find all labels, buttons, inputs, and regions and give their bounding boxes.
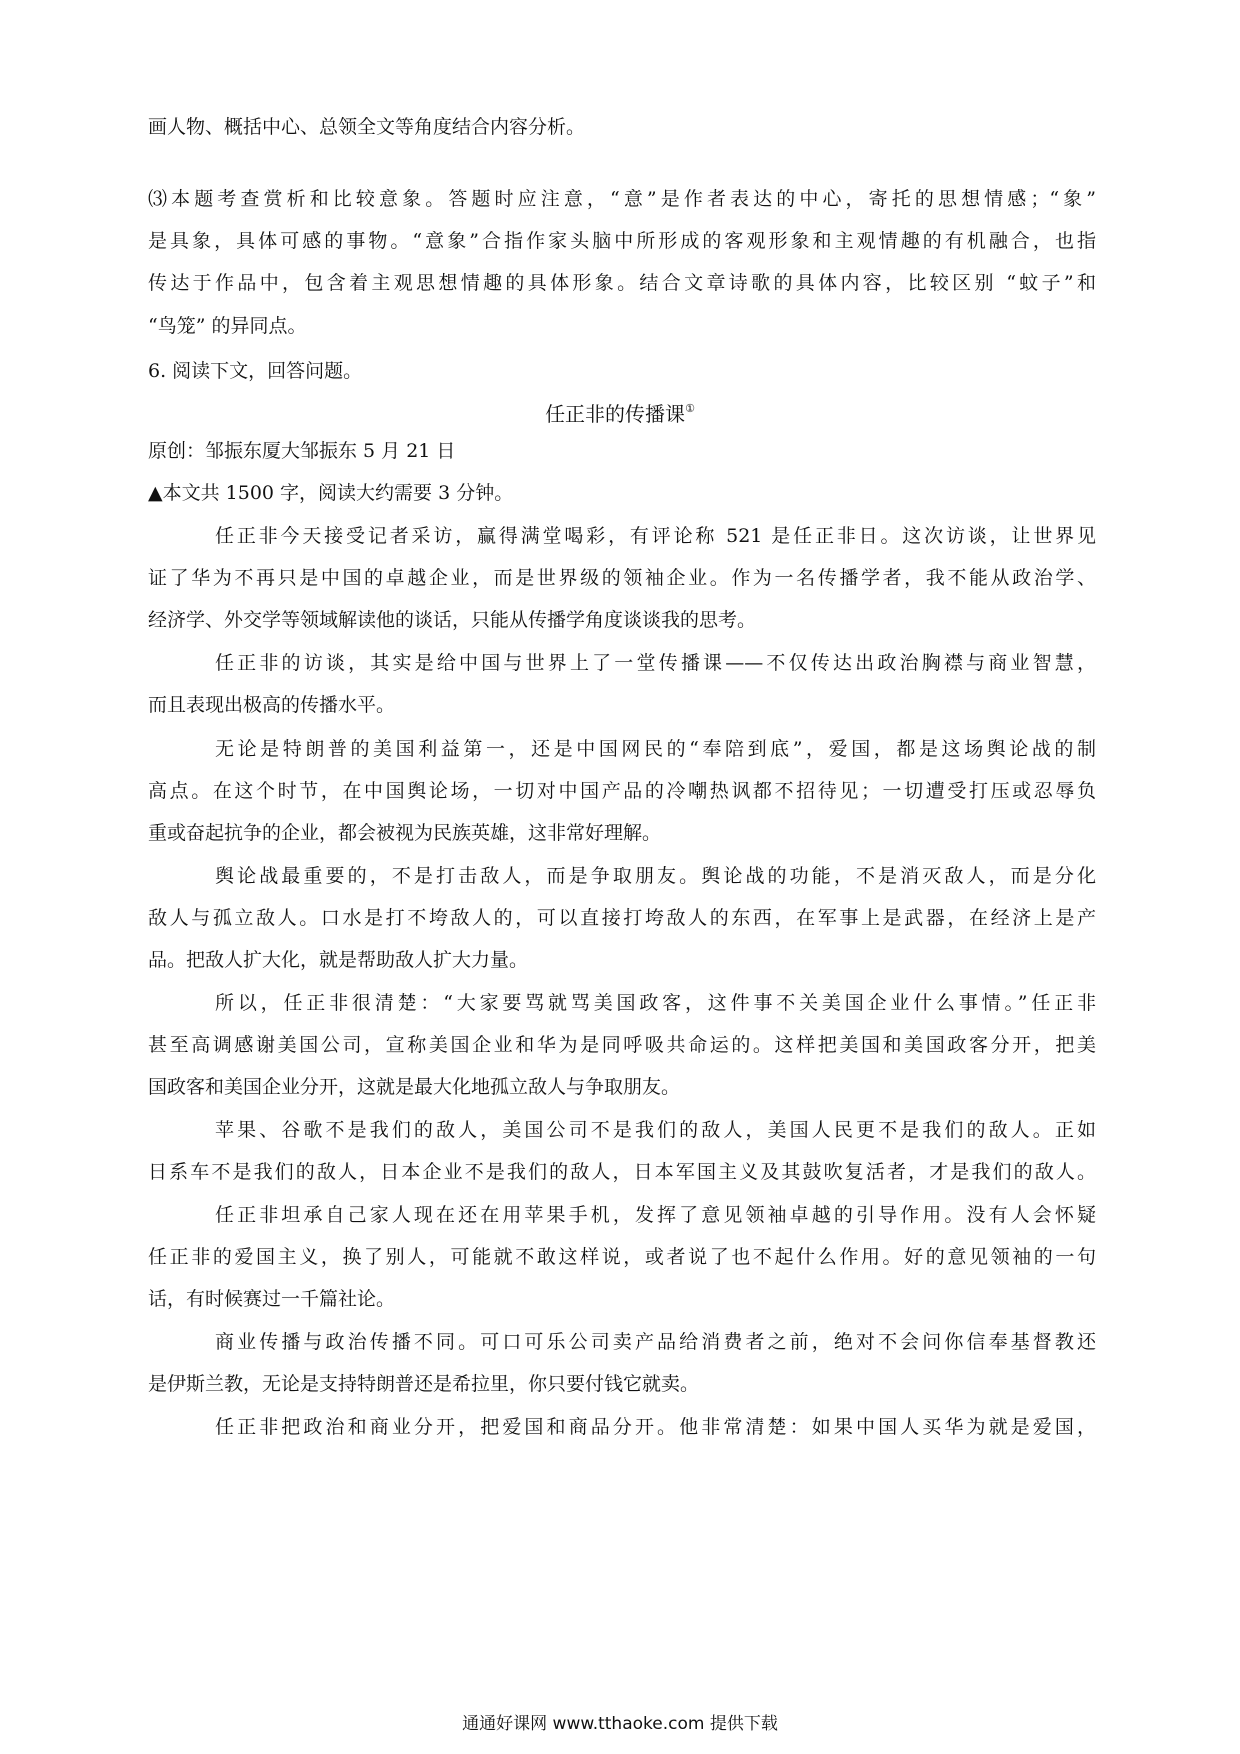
paragraph-line: 日系车不是我们的敌人，日本企业不是我们的敌人，日本军国主义及其鼓吹复活者，才是我们的敌人。 bbox=[148, 1161, 1096, 1183]
paragraph-line: 商业传播与政治传播不同。可口可乐公司卖产品给消费者之前，绝对不会问你信奉基督教还 bbox=[215, 1331, 1096, 1353]
paragraph-line: 品。把敌人扩大化，就是帮助敌人扩大力量。 bbox=[148, 949, 529, 971]
text-line: 传达于作品中，包含着主观思想情趣的具体形象。结合文章诗歌的具体内容，比较区别 “蚊子”和 bbox=[148, 272, 1096, 294]
paragraph-line: 证了华为不再只是中国的卓越企业，而是世界级的领袖企业。作为一名传播学者，我不能从政治学、 bbox=[148, 567, 1096, 589]
paragraph-line: 经济学、外交学等领域解读他的谈话，只能从传播学角度谈谈我的思考。 bbox=[148, 609, 757, 631]
footnote-marker: ① bbox=[685, 402, 695, 415]
paragraph-line: 甚至高调感谢美国公司，宣称美国企业和华为是同呼吸共命运的。这样把美国和美国政客分开，把美 bbox=[148, 1034, 1096, 1056]
paragraph-line: 任正非的访谈，其实是给中国与世界上了一堂传播课——不仅传达出政治胸襟与商业智慧， bbox=[215, 652, 1096, 674]
text-line: 是具象，具体可感的事物。“意象”合指作家头脑中所形成的客观形象和主观情趣的有机融合，也指 bbox=[148, 230, 1096, 252]
page-footer: 通通好课网 www.tthaoke.com 提供下载 bbox=[462, 1714, 778, 1734]
paragraph-line: 任正非把政治和商业分开，把爱国和商品分开。他非常清楚：如果中国人买华为就是爱国， bbox=[215, 1416, 1096, 1438]
paragraph-line: 高点。在这个时节，在中国舆论场，一切对中国产品的冷嘲热讽都不招待见；一切遭受打压或忍辱负 bbox=[148, 780, 1096, 802]
text-line: ⑶本题考查赏析和比较意象。答题时应注意，“意”是作者表达的中心，寄托的思想情感；“象” bbox=[148, 188, 1096, 210]
paragraph-line: 话，有时候赛过一千篇社论。 bbox=[148, 1288, 396, 1310]
paragraph-line: 而且表现出极高的传播水平。 bbox=[148, 694, 396, 716]
article-stats: ▲本文共 1500 字，阅读大约需要 3 分钟。 bbox=[148, 482, 514, 504]
paragraph-line: 任正非今天接受记者采访，赢得满堂喝彩，有评论称 521 是任正非日。这次访谈，让世界见 bbox=[215, 525, 1096, 547]
byline: 原创：邹振东厦大邹振东 5 月 21 日 bbox=[148, 440, 456, 462]
article-title bbox=[0, 394, 1240, 429]
paragraph-line: 无论是特朗普的美国利益第一，还是中国网民的“奉陪到底”，爱国，都是这场舆论战的制 bbox=[215, 738, 1096, 760]
paragraph-line: 所以，任正非很清楚：“大家要骂就骂美国政客，这件事不关美国企业什么事情。”任正非 bbox=[215, 992, 1096, 1014]
paragraph-line: 国政客和美国企业分开，这就是最大化地孤立敌人与争取朋友。 bbox=[148, 1076, 681, 1098]
text-line: 画人物、概括中心、总领全文等角度结合内容分析。 bbox=[148, 116, 586, 138]
paragraph-line: 敌人与孤立敌人。口水是打不垮敌人的，可以直接打垮敌人的东西，在军事上是武器，在经济上是产 bbox=[148, 907, 1096, 929]
text-line: “鸟笼” 的异同点。 bbox=[148, 315, 307, 337]
paragraph-line: 任正非的爱国主义，换了别人，可能就不敢这样说，或者说了也不起什么作用。好的意见领袖的一句 bbox=[148, 1246, 1096, 1268]
article-title-text: 任正非的传播课 bbox=[545, 402, 686, 426]
paragraph-line: 舆论战最重要的，不是打击敌人，而是争取朋友。舆论战的功能，不是消灭敌人，而是分化 bbox=[215, 865, 1096, 887]
paragraph-line: 是伊斯兰教，无论是支持特朗普还是希拉里，你只要付钱它就卖。 bbox=[148, 1373, 700, 1395]
paragraph-line: 重或奋起抗争的企业，都会被视为民族英雄，这非常好理解。 bbox=[148, 822, 662, 844]
paragraph-line: 任正非坦承自己家人现在还在用苹果手机，发挥了意见领袖卓越的引导作用。没有人会怀疑 bbox=[215, 1204, 1096, 1226]
paragraph-line: 苹果、谷歌不是我们的敌人，美国公司不是我们的敌人，美国人民更不是我们的敌人。正如 bbox=[215, 1119, 1096, 1141]
question-number: 6. 阅读下文，回答问题。 bbox=[148, 360, 363, 382]
